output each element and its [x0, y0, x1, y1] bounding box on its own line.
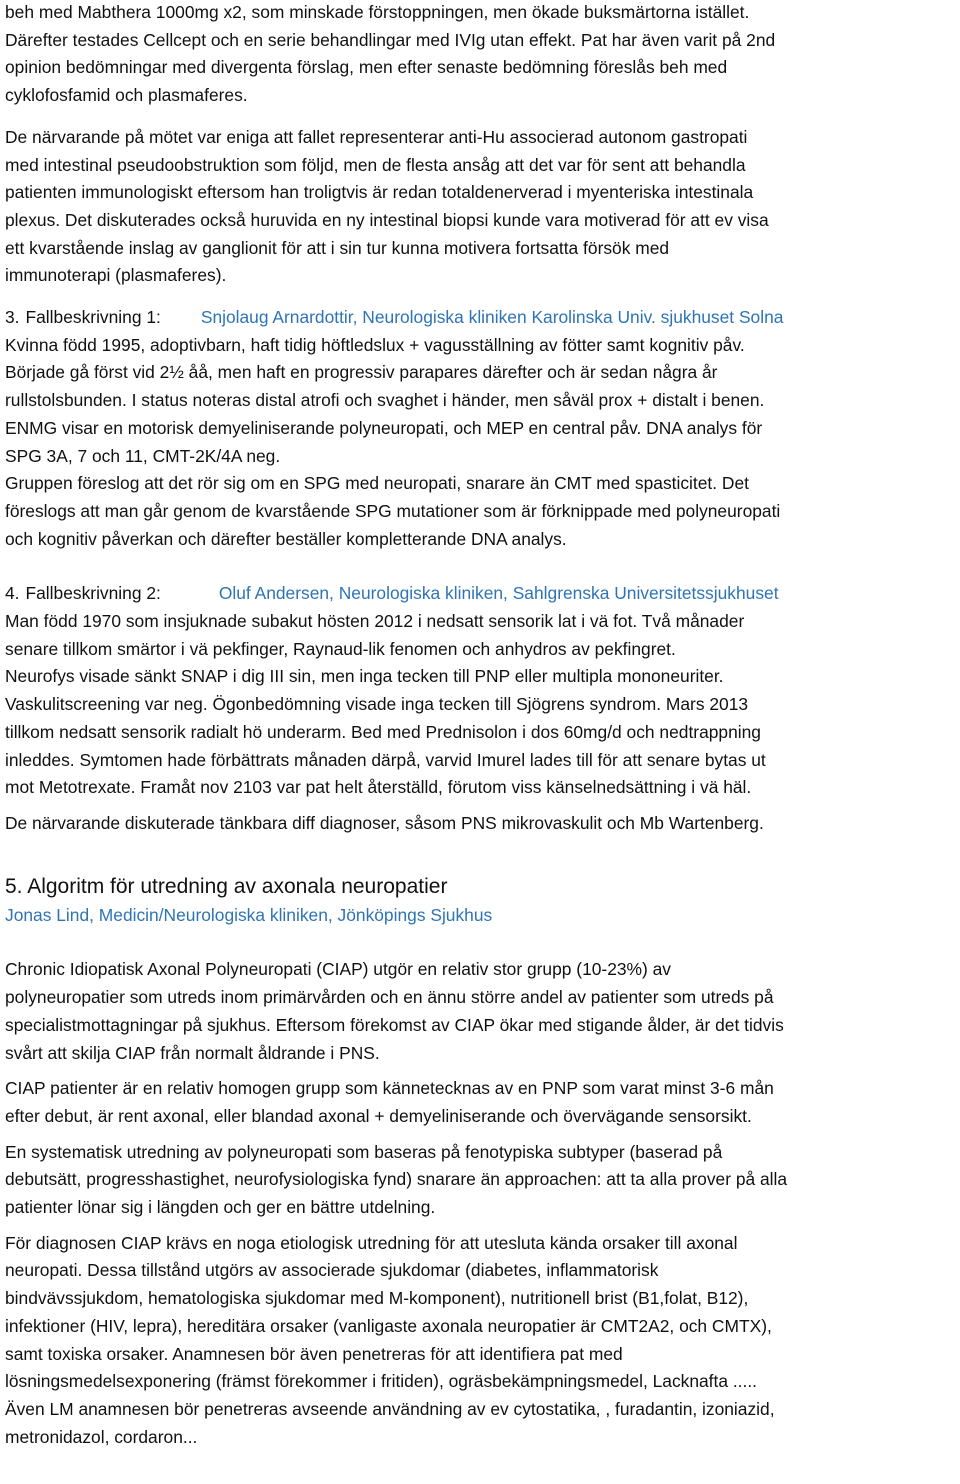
section-5-title: 5. Algoritm för utredning av axonala neuropatier: [5, 874, 448, 898]
case-4-section: [5, 580, 957, 837]
case-3-label: Fallbeskrivning 1:: [25, 307, 161, 328]
section-5-paragraph-4: För diagnosen CIAP krävs en noga etiologisk utredning för att utesluta kända orsaker till axonal neuropati. Dessa tillstånd utgörs av associerade sjukdomar (diabetes, inflammatorisk bindvävssjukdom, hematologiska sjukdomar med M-komponent), nutritionell brist (B1,folat, B12), infektioner (HIV, lepra), hereditära orsaker (vanligaste axonala neuropatier är CMT2A2, och CMTX), samt toxiska orsaker. Anamnesen bör även penetreras för att identifiera pat med lösningsmedelsexponering (främst förekommer i fritiden), ogräsbekämpningsmedel, Lacknafta ..... Även LM anamnesen bör penetreras avseende användning av ev cytostatika, , furadantin, izoniazid, metronidazol, cordaron...: [5, 1232, 775, 1447]
section-5-paragraph-3: En systematisk utredning av polyneuropati som baseras på fenotypiska subtyper (baserad på debutsätt, progresshastighet, neurofysiologiska fynd) snarare än approachen: att ta alla prover på alla patienter lönar sig i längden och ger en bättre utdelning.: [5, 1141, 788, 1218]
case-4-number: 4.: [5, 583, 20, 604]
case-4-presenter: Oluf Andersen, Neurologiska kliniken, Sahlgrenska Universitetssjukhuset: [218, 583, 779, 604]
intro-paragraph-1: beh med Mabthera 1000mg x2, som minskade förstoppningen, men ökade buksmärtorna istället. Därefter testades Cellcept och en serie behandlingar med IVIg utan effekt. Pat har även varit på 2nd opinion bedömningar med divergenta förslag, men efter senaste bedömning föreslås beh med cyklofosfamid och plasmaferes.: [5, 2, 776, 106]
intro-paragraph-2: De närvarande på mötet var eniga att fallet representerar anti-Hu associerad autonom gastropati med intestinal pseudoobstruktion som följd, men de flesta ansåg att det var för sent att behandla patienten immunologiskt eftersom han troligtvis är redan totaldenerverad i myenteriska intestinala plexus. Det diskuterades också huruvida en ny intestinal biopsi kunde vara motiverad för att ev visa ett kvarstående inslag av ganglionit för att i sin tur kunna motivera fortsatta försök med immunoterapi (plasmaferes).: [5, 126, 769, 286]
case-3-heading: [5, 304, 957, 332]
case-4-discussion: De närvarande diskuterade tänkbara diff diagnoser, såsom PNS mikrovaskulit och Mb Wartenberg.: [5, 812, 764, 833]
case-4-label: Fallbeskrivning 2:: [25, 583, 161, 604]
case-3-body: Kvinna född 1995, adoptivbarn, haft tidig höftledslux + vagusställning av fötter samt kognitiv påv. Började gå först vid 2½ åå, men haft en progressiv parapares därefter och är sedan några år rullstolsbunden. I status noteras distal atrofi och svaghet i händer, men såväl prox + distalt i benen. ENMG visar en motorisk demyeliniserande polyneuropati, och MEP en central påv. DNA analys för SPG 3A, 7 och 11, CMT-2K/4A neg. Gruppen föreslog att det rör sig om en SPG med neuropati, snarare än CMT med spasticitet. Det föreslogs att man går genom de kvarstående SPG mutationer som är förknippade med polyneuropati och kognitiv påverkan och därefter beställer kompletterande DNA analys.: [5, 334, 781, 549]
case-4-body: Man född 1970 som insjuknade subakut hösten 2012 i nedsatt sensorik lat i vä fot. Två månader senare tillkom smärtor i vä pekfinger, Raynaud-lik fenomen och anhydros av pekfingret. Neurofys visade sänkt SNAP i dig III sin, men inga tecken till PNP eller multipla mononeuriter. Vaskulitscreening var neg. Ögonbedömning visade inga tecken till Sjögrens syndrom. Mars 2013 tillkom nedsatt sensorik radialt hö underarm. Bed med Prednisolon i dos 60mg/d och nedtrappning inleddes. Symtomen hade förbättrats månaden därpå, varvid Imurel lades till för att senare bytas ut mot Metotrexate. Framåt nov 2103 var pat helt återställd, förutom viss känselnedsättning i vä häl.: [5, 611, 766, 798]
section-5-paragraph-1: Chronic Idiopatisk Axonal Polyneuropati (CIAP) utgör en relativ stor grupp (10-23%) av polyneuropatier som utreds inom primärvården och en ännu större andel av patienter som utreds på specialistmottagningar på sjukhus. Eftersom förekomst av CIAP ökar med stigande ålder, är det tidvis svårt att skilja CIAP från normalt åldrande i PNS.: [5, 959, 784, 1063]
case-3-presenter: Snjolaug Arnardottir, Neurologiska kliniken Karolinska Univ. sjukhuset Solna: [200, 307, 784, 328]
case-4-heading: [5, 580, 957, 608]
section-5-paragraph-2: CIAP patienter är en relativ homogen grupp som kännetecknas av en PNP som varat minst 3-6 mån efter debut, är rent axonal, eller blandad axonal + demyeliniserande och övervägande sensorsikt.: [5, 1078, 774, 1126]
section-5: [5, 872, 957, 1452]
document-page: [5, 0, 957, 1451]
section-5-author: Jonas Lind, Medicin/Neurologiska kliniken, Jönköpings Sjukhus: [5, 904, 493, 925]
case-3-number: 3.: [5, 307, 20, 328]
case-3-section: [5, 304, 957, 553]
